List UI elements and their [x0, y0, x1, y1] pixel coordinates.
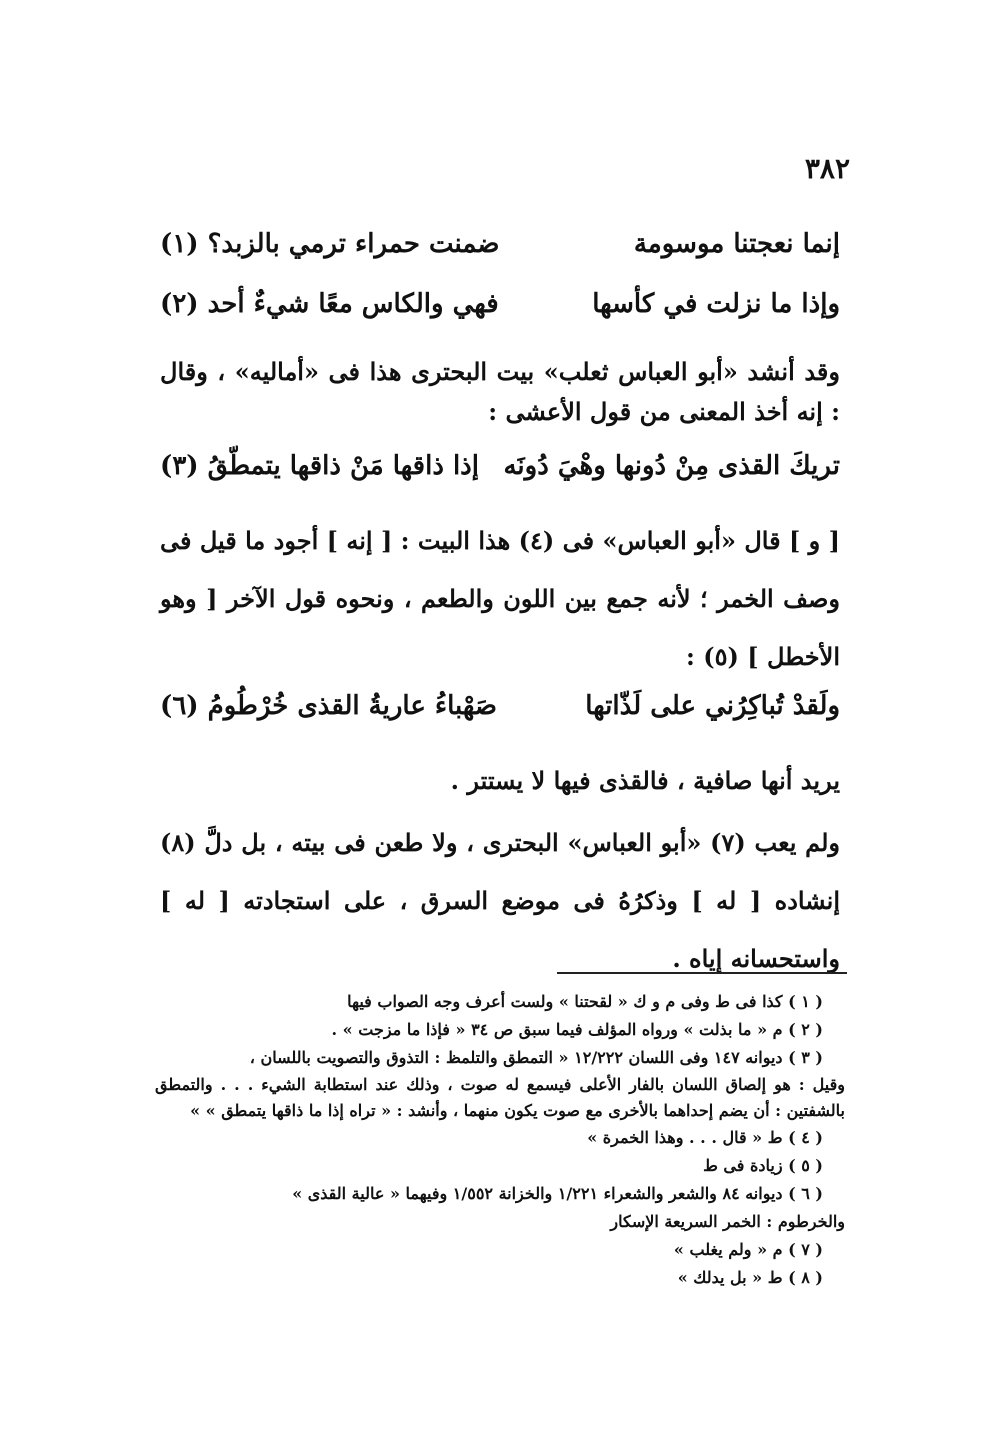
footnote-number: ( ٧ ) [788, 1240, 823, 1259]
footnote-number: ( ٨ ) [788, 1268, 823, 1287]
page-number: ٣٨٢ [804, 152, 850, 185]
verse-1-second-hemistich: ضمنت حمراء ترمي بالزبد؟ (١) [160, 229, 500, 259]
paragraph-3: يريد أنها صافية ، فالقذى فيها لا يستتر . [450, 766, 840, 795]
footnote-3 [155, 1044, 845, 1072]
footnote-text: م « ولم يغلب » [673, 1240, 783, 1259]
footnote-3-continuation: وقيل : هو إلصاق اللسان بالفار الأعلى فيسمع له صوت ، وذلك عند استطابة الشيء . . . والتمطق بالشفتين : أن يضم إحداهما بالأخرى مع صوت يكون منهما ، وأنشد : « تراه إذا ما ذاقها يتمطق » » [155, 1075, 846, 1120]
footnote-text: ديوانه ١٤٧ وفى اللسان ١٢/٢٢٢ « التمطق والتلمظ : التذوق والتصويت باللسان ، [249, 1048, 783, 1067]
footnote-text: ديوانه ٨٤ والشعر والشعراء ١/٢٢١ والخزانة ١/٥٥٢ وفيهما « عالية القذى » [292, 1184, 783, 1203]
verse-3-first-hemistich: تريكَ القذى مِنْ دُونها وهْيَ دُونَه [503, 451, 840, 481]
footnote-4 [155, 1124, 845, 1152]
verse-2-first-hemistich: وإذا ما نزلت في كأسها [592, 289, 840, 319]
footnote-6-continuation: والخرطوم : الخمر السريعة الإسكار [610, 1212, 845, 1231]
footnote-text: ط « بل يدلك » [677, 1268, 783, 1287]
verse-line-3 [160, 450, 840, 484]
footnote-2 [155, 1016, 845, 1044]
footnote-text: م « ما بذلت » ورواه المؤلف فيما سبق ص ٣٤ « فإذا ما مزجت » . [331, 1020, 783, 1039]
footnote-number: ( ١ ) [788, 992, 823, 1011]
footnote-8 [155, 1264, 845, 1292]
footnotes [155, 988, 845, 1292]
verse-line-4 [160, 690, 840, 724]
verse-1-first-hemistich: إنما نعجتنا موسومة [633, 229, 840, 259]
footnote-number: ( ٤ ) [788, 1128, 823, 1147]
verse-line-1 [160, 228, 840, 262]
footnote-7 [155, 1236, 845, 1264]
footnote-text: زيادة فى ط [703, 1156, 783, 1175]
verse-4-first-hemistich: ولَقدْ تُباكِرُني على لَذّاتها [585, 691, 840, 721]
footnote-1 [155, 988, 845, 1016]
verse-line-2 [160, 288, 840, 322]
paragraph-2: [ و ] قال «أبو العباس» فى (٤) هذا البيت : [ إنه ] أجود ما قيل فى وصف الخمر ؛ لأنه جمع بين اللون والطعم ، ونحوه قول الآخر [ وهو الأخطل ] (٥) : [160, 526, 840, 671]
verse-3-second-hemistich: إذا ذاقها مَنْ ذاقها يتمطّقُ (٣) [160, 451, 479, 481]
footnote-text: كذا فى ط وفى م و ك « لقحتنا » ولست أعرف وجه الصواب فيها [347, 992, 783, 1011]
footnote-number: ( ٣ ) [788, 1048, 823, 1067]
footnote-5 [155, 1152, 845, 1180]
footnote-number: ( ٦ ) [788, 1184, 823, 1203]
verse-4-second-hemistich: صَهْباءُ عاريةُ القذى خُرْطُومُ (٦) [160, 691, 497, 721]
footnote-text: ط « قال . . . وهذا الخمرة » [587, 1128, 783, 1147]
footnote-6 [155, 1180, 845, 1208]
footnote-number: ( ٥ ) [788, 1156, 823, 1175]
verse-2-second-hemistich: فهي والكاس معًا شيءٌ أحد (٢) [160, 289, 499, 319]
paragraph-4: ولم يعب (٧) «أبو العباس» البحترى ، ولا طعن فى بيته ، بل دلَّ (٨) إنشاده [ له ] وذكرُهُ فى موضع السرق ، على استجادته [ له ] واستحسانه إياه . [160, 828, 841, 973]
paragraph-1: وقد أنشد «أبو العباس ثعلب» بيت البحترى هذا فى «أماليه» ، وقال : إنه أخذ المعنى من قول الأعشى : [160, 357, 840, 426]
footnote-number: ( ٢ ) [788, 1020, 823, 1039]
footnote-separator [557, 972, 847, 974]
